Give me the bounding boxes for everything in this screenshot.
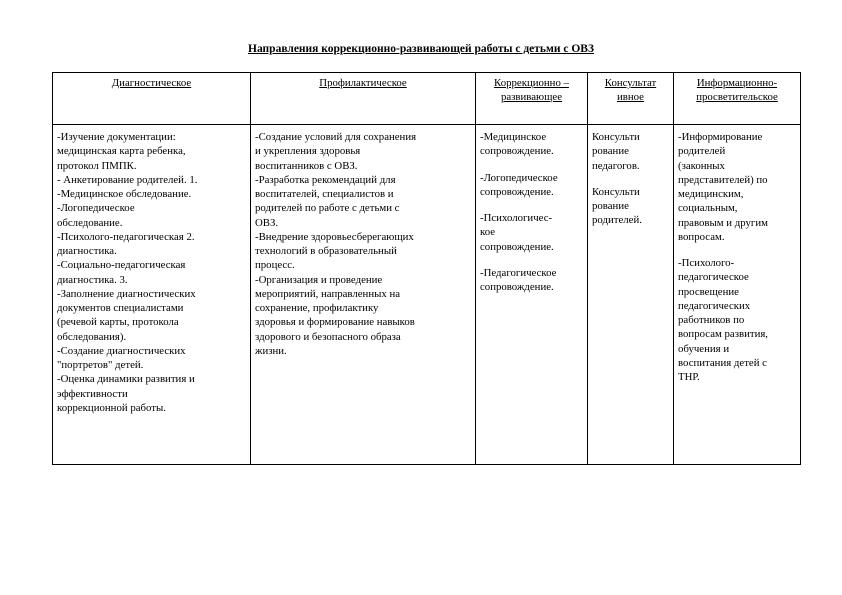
diagnostic-line: -Психолого-педагогическая 2. [57,230,195,243]
spacer [480,199,584,211]
cell-consultative [588,125,674,465]
correctional-line: -Медицинское [480,131,547,143]
diagnostic-line: эффективности [57,387,128,400]
informational-line: педагогическое [678,271,749,284]
informational-line: -Психолого- [678,257,735,269]
informational-line: правовым и другим [678,216,768,229]
informational-line: -Информирование [678,131,763,143]
preventive-line: -Разработка рекомендаций для [255,173,396,186]
informational-line: воспитания детей с [678,356,767,369]
cell-diagnostic [53,125,251,465]
informational-line: вопросам развития, [678,328,769,341]
correctional-line: сопровождение. [480,185,554,198]
correctional-line: кое [480,226,496,239]
informational-line: медицинским, [678,188,744,200]
cell-correctional [476,125,588,465]
diagnostic-line: коррекционной работы. [57,401,166,414]
diagnostic-line: -Социально-педагогическая [57,259,186,272]
diagnostic-line: "портретов" детей. [57,359,144,371]
header-informational [674,73,801,125]
diagnostic-line: -Логопедическое [57,202,135,215]
diagnostic-line: диагностика. 3. [57,273,128,286]
consultative-line: Консульти [592,131,640,143]
diagnostic-line: -Медицинское обследование. [57,188,192,200]
correctional-line: сопровождение. [480,240,554,253]
preventive-line: -Организация и проведение [255,273,383,286]
diagnostic-line: диагностика. [57,245,117,257]
header-diagnostic-line: Диагностическое [111,77,192,89]
preventive-line: сохранение, профилактику [255,302,379,314]
consultative-line: Консульти [592,185,640,198]
cell-informational [674,125,801,465]
spacer [480,254,584,266]
diagnostic-line: протокол ПМПК. [57,159,137,172]
preventive-line: -Создание условий для сохранения [255,131,417,143]
diagnostic-line: -Заполнение диагностических [57,287,196,300]
preventive-line: технологий в образовательный [255,245,397,257]
informational-line: просвещение [678,285,739,298]
header-informational-line-1: Информационно- [696,77,778,89]
preventive-line: воспитателей, специалистов и [255,188,394,200]
consultative-line: рование [592,145,629,158]
diagnostic-line: -Создание диагностических [57,344,186,357]
preventive-line: здоровья и формирование навыков [255,316,415,329]
diagnostic-line: -Изучение документации: [57,131,176,143]
header-consultative-line-1: Консультат [604,77,657,89]
header-correctional-line-2: развивающее [500,91,563,104]
correctional-line: сопровождение. [480,145,554,158]
correction-work-table [52,72,801,465]
consultative-line: педагогов. [592,159,640,172]
informational-line: ТНР. [678,371,700,383]
diagnostic-line: обследования). [57,330,127,343]
informational-line: работников по [678,314,745,326]
informational-line: (законных [678,159,725,172]
header-row [53,73,801,125]
preventive-line: -Внедрение здоровьесберегающих [255,230,414,243]
diagnostic-line: документов специалистами [57,302,184,314]
spacer [678,244,797,256]
diagnostic-line: - Анкетирование родителей. 1. [57,173,198,186]
informational-line: представителей) по [678,173,768,186]
diagnostic-line: (речевой карты, протокола [57,316,179,329]
preventive-line: жизни. [255,344,287,357]
correctional-line: -Педагогическое [480,266,557,279]
consultative-line: рование [592,200,629,212]
preventive-line: ОВЗ. [255,216,279,229]
consultative-line: родителей. [592,214,642,227]
header-preventive [251,73,476,125]
informational-line: вопросам. [678,230,725,243]
correctional-line: -Психологичес- [480,212,553,224]
header-consultative [588,73,674,125]
content-row [53,125,801,465]
header-informational-line-2: просветительское [696,91,778,104]
spacer [480,159,584,171]
header-consultative-line-2: ивное [617,91,644,104]
page-title: Направления коррекционно-развивающей работы с детьми с ОВЗ [248,43,594,55]
header-preventive-line: Профилактическое [319,77,407,89]
preventive-line: родителей по работе с детьми с [255,202,400,215]
correctional-line: -Логопедическое [480,171,558,184]
preventive-line: и укрепления здоровья [255,145,361,158]
diagnostic-line: медицинская карта ребенка, [57,145,186,158]
correctional-line: сопровождение. [480,281,554,293]
informational-line: родителей [678,145,726,158]
header-correctional-line-1: Коррекционно – [494,77,569,89]
informational-line: педагогических [678,299,751,312]
preventive-line: здорового и безопасного образа [255,330,401,343]
informational-line: социальным, [678,202,738,215]
header-diagnostic [53,73,251,125]
diagnostic-line: -Оценка динамики развития и [57,373,195,386]
spacer [592,173,670,185]
preventive-line: воспитанников с ОВЗ. [255,159,358,172]
informational-line: обучения и [678,342,730,355]
diagnostic-line: обследование. [57,216,123,229]
preventive-line: мероприятий, направленных на [255,287,401,300]
preventive-line: процесс. [255,259,295,272]
header-correctional [476,73,588,125]
cell-preventive [251,125,476,465]
